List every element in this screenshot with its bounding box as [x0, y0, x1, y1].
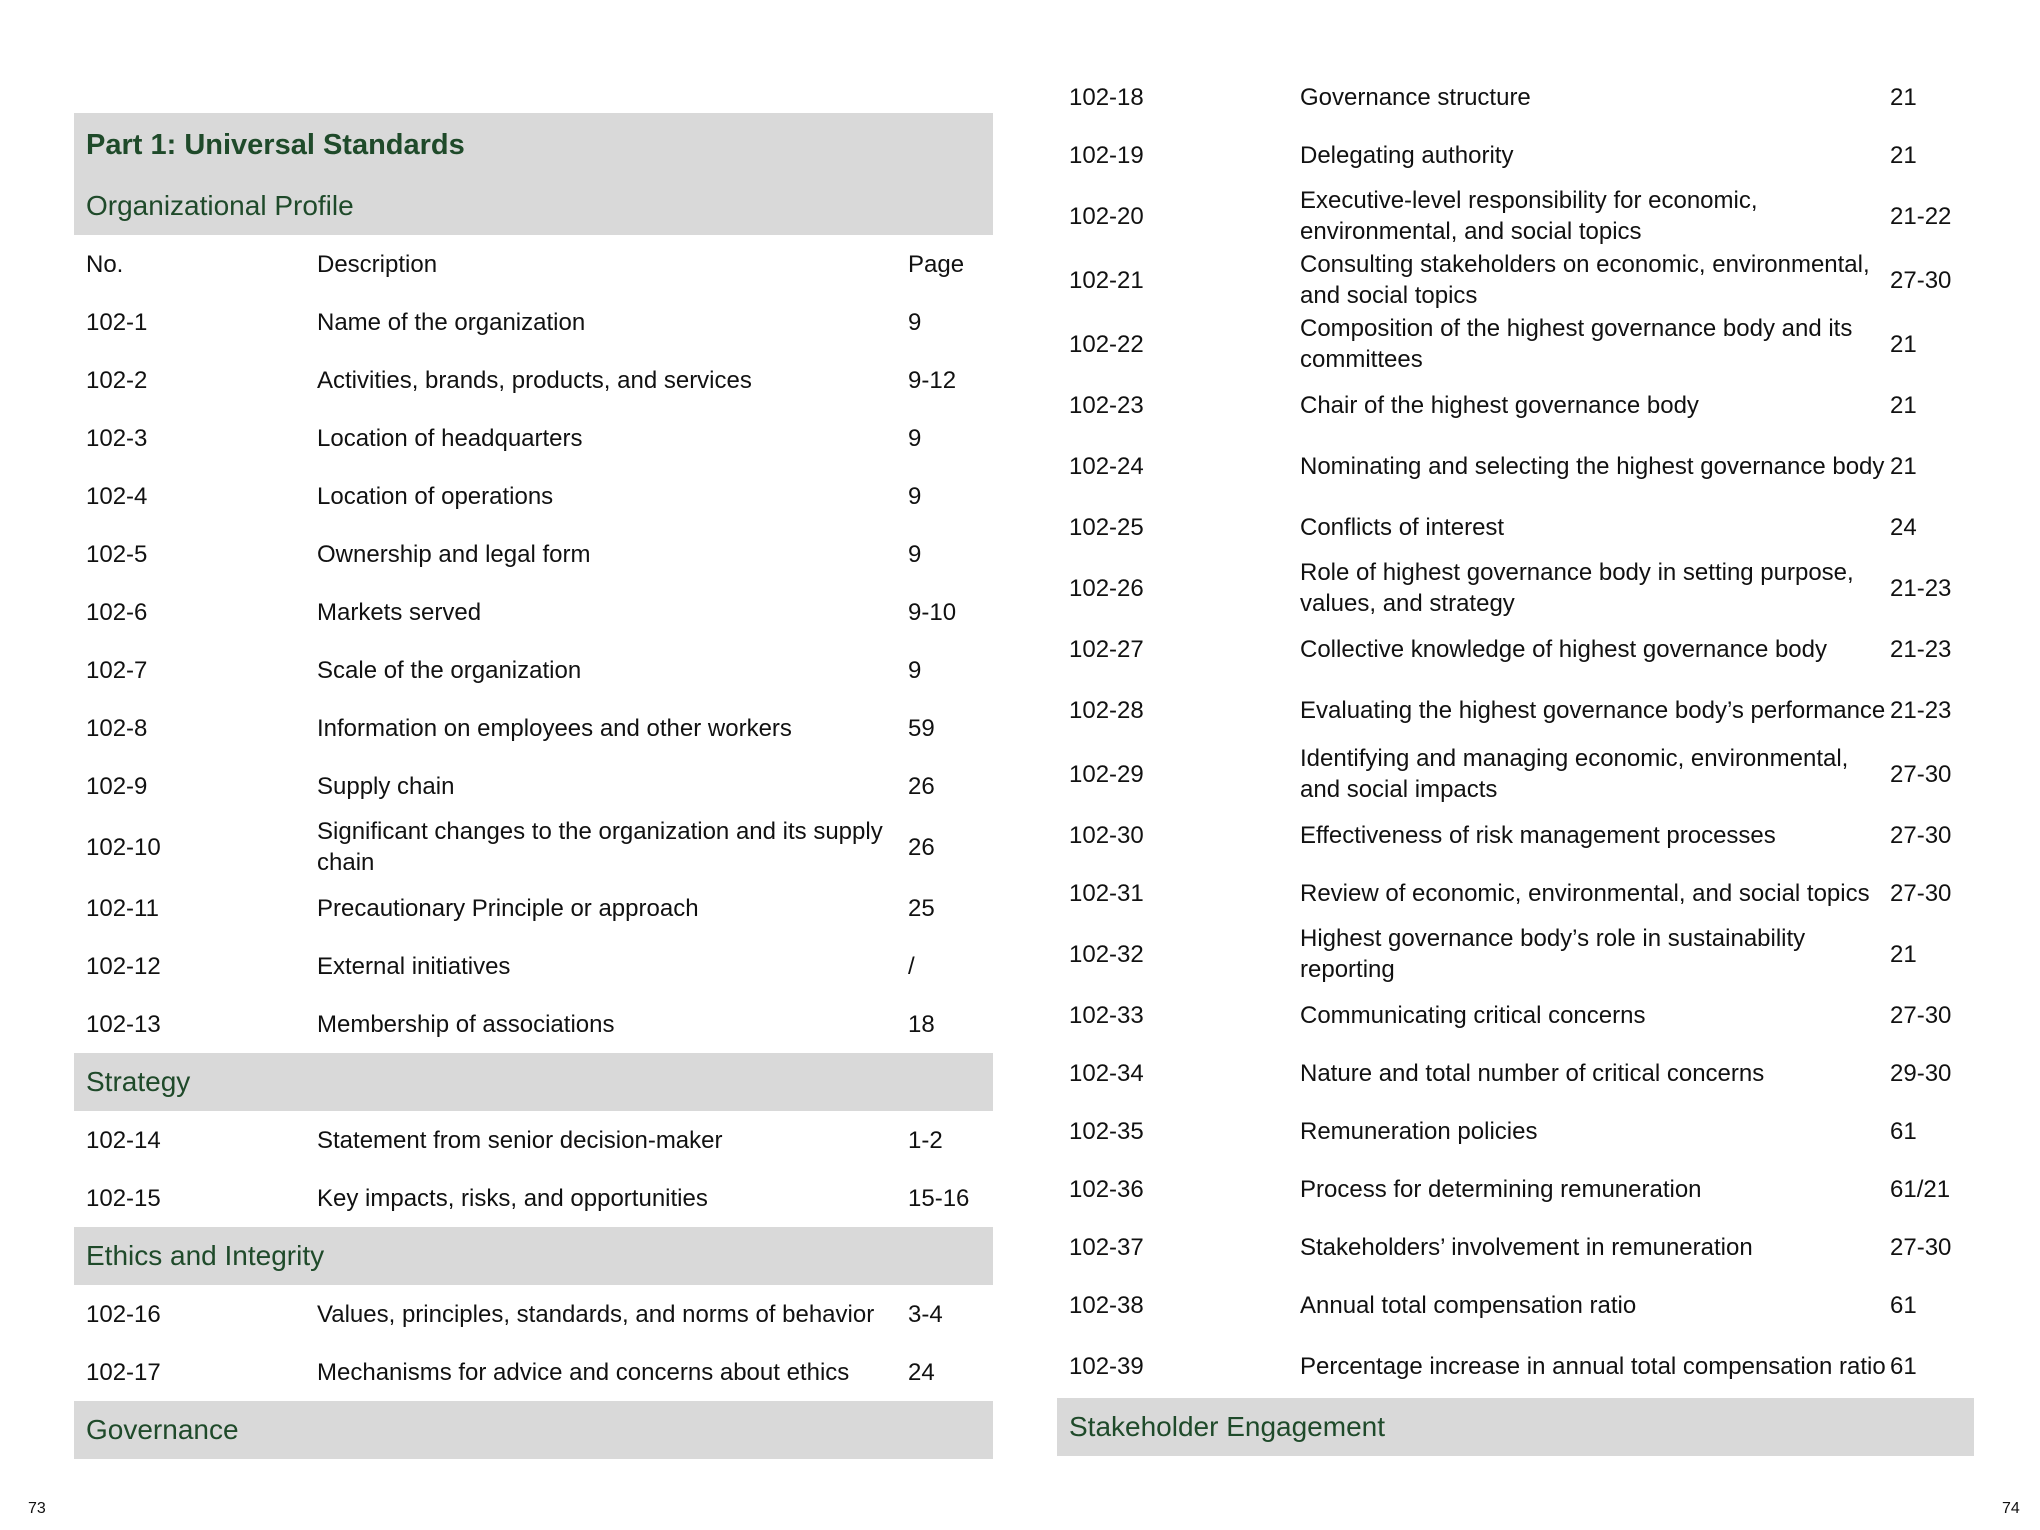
row-description: Conflicts of interest: [1300, 513, 1505, 541]
row-description: Markets served: [317, 598, 482, 626]
row-page: 9: [908, 656, 922, 684]
row-description: Location of headquarters: [317, 424, 583, 452]
row-number: 102-31: [1069, 879, 1144, 907]
row-description: Statement from senior decision-maker: [317, 1126, 723, 1154]
table-row: [74, 351, 993, 409]
table-row: [1057, 248, 1974, 312]
row-number: 102-13: [86, 1010, 161, 1038]
table-row: [74, 525, 993, 583]
page-number-right: 74: [2002, 1500, 2020, 1517]
row-page: 61: [1890, 1117, 1917, 1145]
governance-rows: [1057, 68, 1974, 1398]
row-number: 102-38: [1069, 1291, 1144, 1319]
table-row: [1057, 126, 1974, 184]
row-description: Chair of the highest governance body: [1300, 391, 1699, 419]
row-description: Location of operations: [317, 482, 554, 510]
row-number: 102-29: [1069, 760, 1144, 788]
row-page: 21-22: [1890, 202, 1952, 230]
row-page: 21: [1890, 452, 1917, 480]
table-row: [1057, 312, 1974, 376]
row-page: 27-30: [1890, 879, 1952, 907]
row-description: Stakeholders’ involvement in remuneration: [1300, 1233, 1753, 1261]
table-row: [1057, 498, 1974, 556]
row-page: 21: [1890, 330, 1917, 358]
row-page: 27-30: [1890, 760, 1952, 788]
row-description: Values, principles, standards, and norms of behavior: [317, 1300, 875, 1328]
row-page: 27-30: [1890, 821, 1952, 849]
row-number: 102-39: [1069, 1352, 1144, 1380]
table-row: [74, 757, 993, 815]
section-organizational-profile: Organizational Profile: [86, 190, 354, 221]
row-description: Communicating critical concerns: [1300, 1001, 1646, 1029]
row-description: Supply chain: [317, 772, 455, 800]
table-row: [1057, 434, 1974, 498]
row-page: 1-2: [908, 1126, 943, 1154]
row-description: Name of the organization: [317, 308, 586, 336]
row-number: 102-17: [86, 1358, 161, 1386]
section-strategy: Strategy: [74, 1053, 993, 1111]
row-number: 102-20: [1069, 202, 1144, 230]
table-row: [74, 409, 993, 467]
row-page: 61: [1890, 1291, 1917, 1319]
row-page: 27-30: [1890, 266, 1952, 294]
table-row: [1057, 864, 1974, 922]
strategy-rows: [74, 1111, 993, 1227]
row-number: 102-3: [86, 424, 148, 452]
table-row: [1057, 376, 1974, 434]
table-row: [1057, 742, 1974, 806]
row-number: 102-35: [1069, 1117, 1144, 1145]
section-stakeholder-engagement: Stakeholder Engagement: [1057, 1398, 1974, 1456]
row-page: 61: [1890, 1352, 1917, 1380]
table-row: [1057, 1102, 1974, 1160]
table-row: [74, 1111, 993, 1169]
row-page: 15-16: [908, 1184, 970, 1212]
table-row: [1057, 1044, 1974, 1102]
table-row: [74, 467, 993, 525]
row-number: 102-1: [86, 308, 148, 336]
row-number: 102-25: [1069, 513, 1144, 541]
row-description: Information on employees and other workers: [317, 714, 792, 742]
table-row: [74, 699, 993, 757]
row-number: 102-36: [1069, 1175, 1144, 1203]
header-no: No.: [86, 250, 124, 278]
row-number: 102-26: [1069, 574, 1144, 602]
table-row: [74, 641, 993, 699]
ethics-rows: [74, 1285, 993, 1401]
header-page: Page: [908, 250, 965, 278]
row-number: 102-27: [1069, 635, 1144, 663]
row-page: 27-30: [1890, 1233, 1952, 1261]
row-description: Annual total compensation ratio: [1300, 1291, 1637, 1319]
table-row: [74, 937, 993, 995]
row-number: 102-24: [1069, 452, 1144, 480]
table-row: [1057, 1160, 1974, 1218]
row-description: Identifying and managing economic, environmental, and social impacts: [1300, 745, 1849, 803]
row-number: 102-34: [1069, 1059, 1144, 1087]
row-number: 102-22: [1069, 330, 1144, 358]
row-page: 26: [908, 772, 935, 800]
row-number: 102-37: [1069, 1233, 1144, 1261]
row-page: 24: [908, 1358, 935, 1386]
row-description: Nature and total number of critical concerns: [1300, 1059, 1765, 1087]
row-page: 9: [908, 424, 922, 452]
row-number: 102-30: [1069, 821, 1144, 849]
row-number: 102-16: [86, 1300, 161, 1328]
header-description: Description: [317, 250, 438, 278]
row-number: 102-10: [86, 833, 161, 861]
row-page: 3-4: [908, 1300, 943, 1328]
right-page-table: [1057, 68, 1974, 1456]
table-row: [74, 293, 993, 351]
table-row: [1057, 678, 1974, 742]
row-number: 102-4: [86, 482, 148, 510]
row-description: Collective knowledge of highest governance body: [1300, 635, 1828, 663]
row-description: Nominating and selecting the highest governance body: [1300, 452, 1885, 480]
section-governance: Governance: [74, 1401, 993, 1459]
row-page: 9-10: [908, 598, 957, 626]
column-headers: [74, 235, 993, 293]
row-description: External initiatives: [317, 952, 511, 980]
row-page: 26: [908, 833, 935, 861]
row-page: 9-12: [908, 366, 957, 394]
left-page-table: [74, 113, 993, 1459]
row-description: Remuneration policies: [1300, 1117, 1538, 1145]
table-row: [1057, 620, 1974, 678]
row-number: 102-19: [1069, 141, 1144, 169]
row-page: 21-23: [1890, 635, 1952, 663]
table-row: [1057, 556, 1974, 620]
row-page: 9: [908, 540, 922, 568]
row-page: 21: [1890, 391, 1917, 419]
row-number: 102-18: [1069, 83, 1144, 111]
row-description: Delegating authority: [1300, 141, 1514, 169]
row-number: 102-23: [1069, 391, 1144, 419]
table-row: [1057, 1276, 1974, 1334]
table-row: [1057, 184, 1974, 248]
row-description: Role of highest governance body in setting purpose, values, and strategy: [1300, 559, 1854, 617]
row-page: 21: [1890, 940, 1917, 968]
row-description: Governance structure: [1300, 83, 1531, 111]
row-number: 102-32: [1069, 940, 1144, 968]
row-number: 102-12: [86, 952, 161, 980]
row-description: Scale of the organization: [317, 656, 582, 684]
row-description: Process for determining remuneration: [1300, 1175, 1702, 1203]
row-page: /: [908, 952, 915, 980]
row-page: 61/21: [1890, 1175, 1951, 1203]
row-number: 102-2: [86, 366, 148, 394]
row-page: 59: [908, 714, 935, 742]
row-page: 21-23: [1890, 574, 1952, 602]
row-page: 29-30: [1890, 1059, 1952, 1087]
row-description: Activities, brands, products, and services: [317, 366, 752, 394]
row-page: 21-23: [1890, 696, 1952, 724]
row-description: Highest governance body’s role in sustainability reporting: [1300, 925, 1806, 983]
row-description: Mechanisms for advice and concerns about ethics: [317, 1358, 850, 1386]
row-description: Significant changes to the organization and its supply chain: [317, 818, 883, 876]
row-description: Membership of associations: [317, 1010, 615, 1038]
row-number: 102-21: [1069, 266, 1144, 294]
part-header: [74, 113, 993, 235]
row-number: 102-15: [86, 1184, 161, 1212]
row-description: Review of economic, environmental, and social topics: [1300, 879, 1870, 907]
row-number: 102-6: [86, 598, 148, 626]
row-page: 25: [908, 894, 935, 922]
row-page: 27-30: [1890, 1001, 1952, 1029]
row-page: 9: [908, 482, 922, 510]
row-description: Consulting stakeholders on economic, environmental, and social topics: [1300, 251, 1870, 309]
table-row: [74, 995, 993, 1053]
table-row: [1057, 806, 1974, 864]
row-page: 18: [908, 1010, 935, 1038]
table-row: [74, 1169, 993, 1227]
org-profile-rows: [74, 293, 993, 1053]
row-description: Effectiveness of risk management processes: [1300, 821, 1776, 849]
row-number: 102-14: [86, 1126, 161, 1154]
row-page: 24: [1890, 513, 1917, 541]
row-number: 102-8: [86, 714, 148, 742]
row-page: 21: [1890, 83, 1917, 111]
row-number: 102-7: [86, 656, 148, 684]
row-number: 102-5: [86, 540, 148, 568]
section-ethics: Ethics and Integrity: [74, 1227, 993, 1285]
row-number: 102-9: [86, 772, 148, 800]
table-row: [1057, 986, 1974, 1044]
table-row: [74, 1285, 993, 1343]
row-number: 102-33: [1069, 1001, 1144, 1029]
table-row: [74, 1343, 993, 1401]
row-page: 9: [908, 308, 922, 336]
row-description: Precautionary Principle or approach: [317, 894, 699, 922]
part-title: Part 1: Universal Standards: [86, 129, 465, 161]
row-description: Executive-level responsibility for economic, environmental, and social topics: [1300, 187, 1758, 245]
row-description: Percentage increase in annual total compensation ratio: [1300, 1352, 1886, 1380]
table-row: [74, 879, 993, 937]
row-number: 102-11: [86, 894, 159, 922]
row-page: 21: [1890, 141, 1917, 169]
row-description: Ownership and legal form: [317, 540, 591, 568]
row-description: Composition of the highest governance body and its committees: [1300, 315, 1853, 373]
row-description: Evaluating the highest governance body’s performance: [1300, 696, 1886, 724]
table-row: [74, 583, 993, 641]
row-number: 102-28: [1069, 696, 1144, 724]
page-number-left: 73: [28, 1500, 46, 1517]
table-row: [1057, 1218, 1974, 1276]
table-row: [1057, 68, 1974, 126]
row-description: Key impacts, risks, and opportunities: [317, 1184, 708, 1212]
table-row: [1057, 1334, 1974, 1398]
table-row: [1057, 922, 1974, 986]
table-row: [74, 815, 993, 879]
